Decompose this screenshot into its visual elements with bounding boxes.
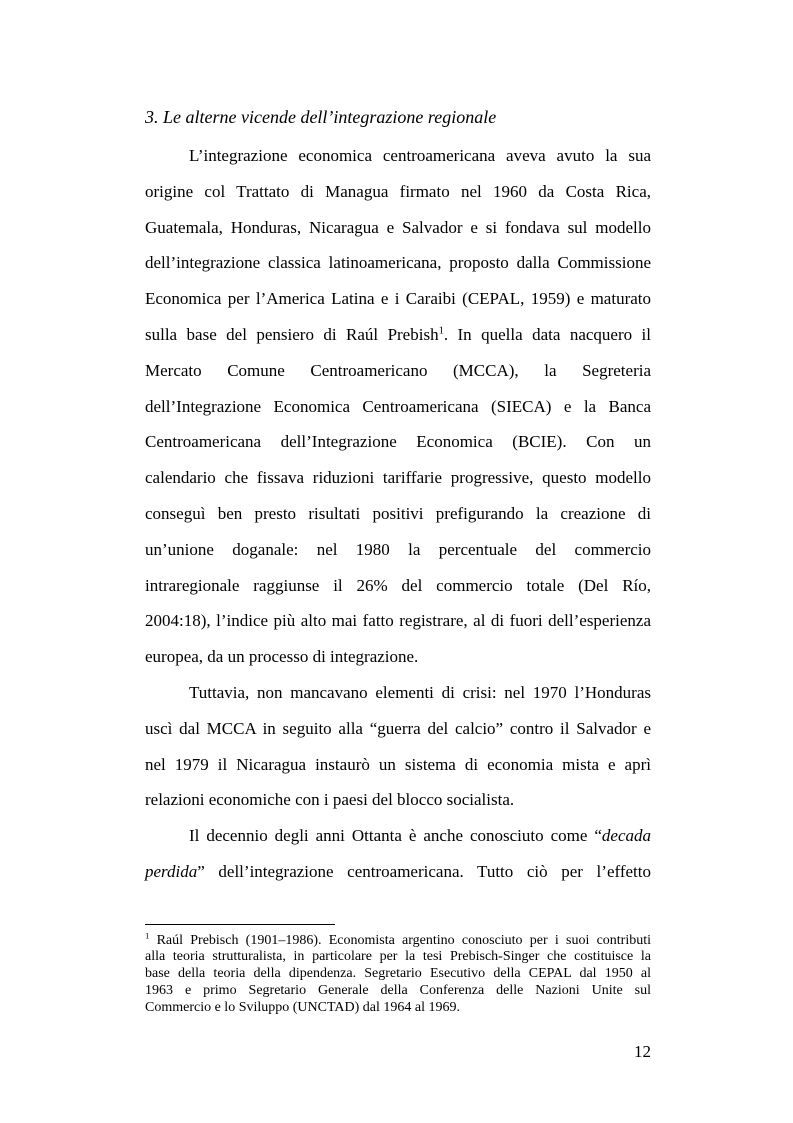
body-line: dell’Integrazione Economica Centroamericana (SIECA) e la Banca xyxy=(145,396,651,416)
body-line: intraregionale raggiunse il 26% del commercio totale (Del Río, xyxy=(145,575,651,595)
line-text: ” dell’integrazione centroamericana. Tutto ciò per l’effetto xyxy=(197,861,651,881)
footnote-separator xyxy=(145,924,335,925)
footnote xyxy=(145,929,652,1017)
body-line: origine col Trattato di Managua firmato nel 1960 da Costa Rica, xyxy=(145,181,651,201)
body-line: un’unione doganale: nel 1980 la percentuale del commercio xyxy=(145,539,651,559)
paragraph xyxy=(145,818,651,890)
body-line: uscì dal MCCA in seguito alla “guerra del calcio” contro il Salvador e xyxy=(145,718,651,738)
body-line: Mercato Comune Centroamericano (MCCA), la Segreteria xyxy=(145,360,651,380)
italic-phrase: decada xyxy=(601,826,651,846)
body-line xyxy=(145,854,651,890)
line-text: . In quella data nacquero il xyxy=(443,324,651,344)
paragraph xyxy=(145,138,651,675)
footnote-line: base della teoria della dipendenza. Segretario Esecutivo della CEPAL dal 1950 al xyxy=(145,966,651,981)
body-line xyxy=(145,317,651,353)
body-line xyxy=(145,818,651,854)
body-line: calendario che fissava riduzioni tariffarie progressive, questo modello xyxy=(145,468,651,488)
body-line: conseguì ben presto risultati positivi prefigurando la creazione di xyxy=(145,503,651,523)
paragraph xyxy=(145,675,651,818)
body-line: Guatemala, Honduras, Nicaragua e Salvador e si fondava sul modello xyxy=(145,217,651,237)
body-line: Centroamericana dell’Integrazione Economica (BCIE). Con un xyxy=(145,432,651,452)
body-line: europea, da un processo di integrazione. xyxy=(145,647,419,667)
body-line: relazioni economiche con i paesi del blocco socialista. xyxy=(145,790,515,810)
footnote-line: 1963 e primo Segretario Generale della Conferenza delle Nazioni Unite sul xyxy=(145,982,651,998)
section-heading: 3. Le alterne vicende dell’integrazione regionale xyxy=(145,107,497,127)
body-text xyxy=(145,138,651,890)
footnote-line: Commercio e lo Sviluppo (UNCTAD) dal 1964 al 1969. xyxy=(145,999,461,1015)
body-line: 2004:18), l’indice più alto mai fatto registrare, al di fuori dell’esperienza xyxy=(145,611,651,631)
line-text: Il decennio degli anni Ottanta è anche conosciuto come “ xyxy=(189,826,602,846)
footnote-text: Raúl Prebisch (1901–1986). Economista argentino conosciuto per i suoi contributi xyxy=(156,932,652,948)
page-number: 12 xyxy=(634,1042,651,1061)
footnote-line: alla teoria strutturalista, in particolare per la tesi Prebisch-Singer che costituisce la xyxy=(145,949,651,965)
body-line: nel 1979 il Nicaragua instaurò un sistema di economia mista e aprì xyxy=(145,754,651,774)
line-text: sulla base del pensiero di Raúl Prebish xyxy=(145,324,439,344)
footnote-marker: 1 xyxy=(145,929,150,940)
body-line: L’integrazione economica centroamericana aveva avuto la sua xyxy=(189,146,651,165)
body-line: dell’integrazione classica latinoamericana, proposto dalla Commissione xyxy=(145,253,651,273)
body-line: Economica per l’America Latina e i Caraibi (CEPAL, 1959) e maturato xyxy=(145,289,651,309)
footnote-line xyxy=(145,929,652,950)
footnote-reference[interactable]: 1 xyxy=(438,325,444,337)
body-line: Tuttavia, non mancavano elementi di crisi: nel 1970 l’Honduras xyxy=(189,682,651,702)
italic-phrase: perdida xyxy=(145,861,198,881)
